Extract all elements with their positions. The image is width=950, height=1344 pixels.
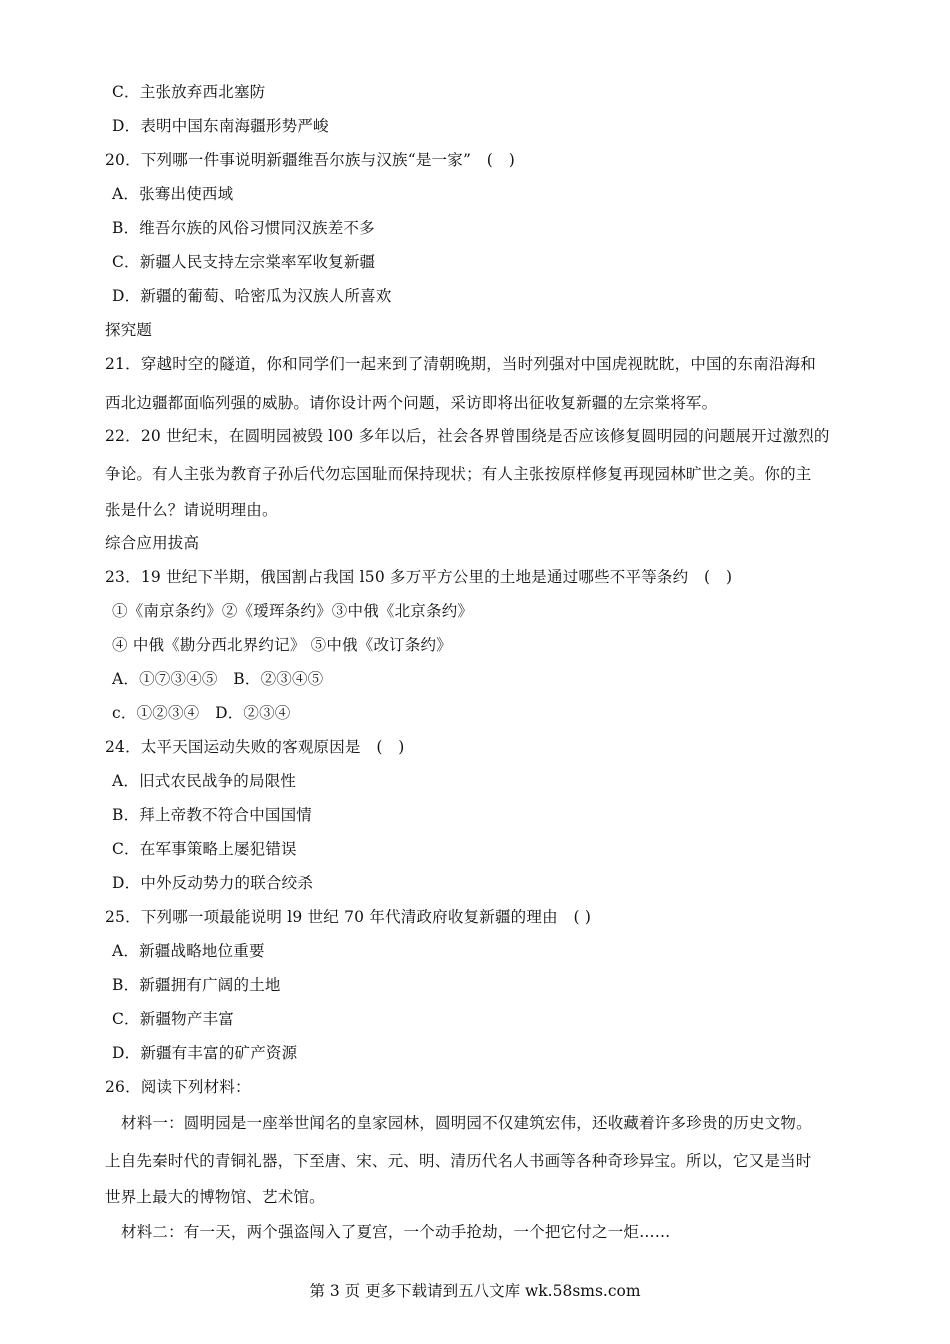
question-22-line-2: 争论。有人主张为教育子孙后代勿忘国耻而保持现状；有人主张按原样修复再现园林旷世之美。你的主 (105, 465, 812, 483)
q20-option-c: C．新疆人民支持左宗棠率军收复新疆 (112, 253, 376, 271)
q24-option-b: B．拜上帝教不符合中国国情 (112, 806, 312, 824)
q25-option-c: C．新疆物产丰富 (112, 1010, 234, 1028)
question-21-line-1: 21．穿越时空的隧道，你和同学们一起来到了清朝晚期，当时列强对中国虎视眈眈，中国的东南沿海和 (105, 355, 816, 373)
q25-option-b: B．新疆拥有广阔的土地 (112, 976, 281, 994)
question-22-line-1: 22．20 世纪末，在圆明园被毁 l00 多年以后，社会各界曾围绕是否应该修复圆明园的问题展开过激烈的 (105, 427, 830, 445)
question-25: 25．下列哪一项最能说明 l9 世纪 70 年代清政府收复新疆的理由 ( ) (105, 908, 592, 926)
q19-option-c: C．主张放弃西北塞防 (112, 83, 266, 101)
section-heading-comprehensive: 综合应用拔高 (105, 534, 200, 552)
q24-option-d: D．中外反动势力的联合绞杀 (112, 874, 314, 892)
q20-option-b: B．维吾尔族的风俗习惯同汉族差不多 (112, 219, 375, 237)
page-footer: 第 3 页 更多下载请到五八文库 wk.58sms.com (309, 1282, 641, 1300)
material-1-line-2: 上自先秦时代的青铜礼器，下至唐、宋、元、明、清历代名人书画等各种奇珍异宝。所以，它又是当时 (105, 1152, 812, 1170)
q24-option-c: C．在军事策略上屡犯错误 (112, 840, 297, 858)
q25-option-a: A．新疆战略地位重要 (112, 942, 265, 960)
question-23: 23．19 世纪下半期，俄国割占我国 l50 多万平方公里的土地是通过哪些不平等条约 ( ) (105, 568, 733, 586)
question-20: 20．下列哪一件事说明新疆维吾尔族与汉族“是一家” ( ) (105, 151, 515, 169)
q25-option-d: D．新疆有丰富的矿产资源 (112, 1044, 298, 1062)
material-1-line-1: 材料一：圆明园是一座举世闻名的皇家园林，圆明园不仅建筑宏伟，还收藏着许多珍贵的历史文物。 (121, 1114, 812, 1132)
q19-option-d: D．表明中国东南海疆形势严峻 (112, 117, 329, 135)
q20-option-d: D．新疆的葡萄、哈密瓜为汉族人所喜欢 (112, 287, 392, 305)
material-2-line-1: 材料二：有一天，两个强盗闯入了夏宫，一个动手抢劫，一个把它付之一炬…… (121, 1223, 671, 1241)
question-21-line-2: 西北边疆都面临列强的威胁。请你设计两个问题，采访即将出征收复新疆的左宗棠将军。 (105, 394, 718, 412)
question-24: 24．太平天国运动失败的客观原因是 ( ) (105, 738, 405, 756)
question-26: 26．阅读下列材料： (105, 1078, 251, 1096)
q23-treaty-list-1: ①《南京条约》②《瑷珲条约》③中俄《北京条约》 (112, 602, 474, 620)
q23-options-cd: c．①②③④ D．②③④ (112, 704, 291, 722)
q23-treaty-list-2: ④ 中俄《勘分西北界约记》 ⑤中俄《改订条约》 (112, 636, 452, 654)
q23-options-ab: A．①⑦③④⑤ B．②③④⑤ (112, 670, 324, 688)
section-heading-explore: 探究题 (105, 321, 153, 339)
q20-option-a: A．张骞出使西域 (112, 185, 234, 203)
q24-option-a: A．旧式农民战争的局限性 (112, 772, 297, 790)
question-22-line-3: 张是什么？请说明理由。 (105, 501, 278, 519)
material-1-line-3: 世界上最大的博物馆、艺术馆。 (105, 1188, 325, 1206)
